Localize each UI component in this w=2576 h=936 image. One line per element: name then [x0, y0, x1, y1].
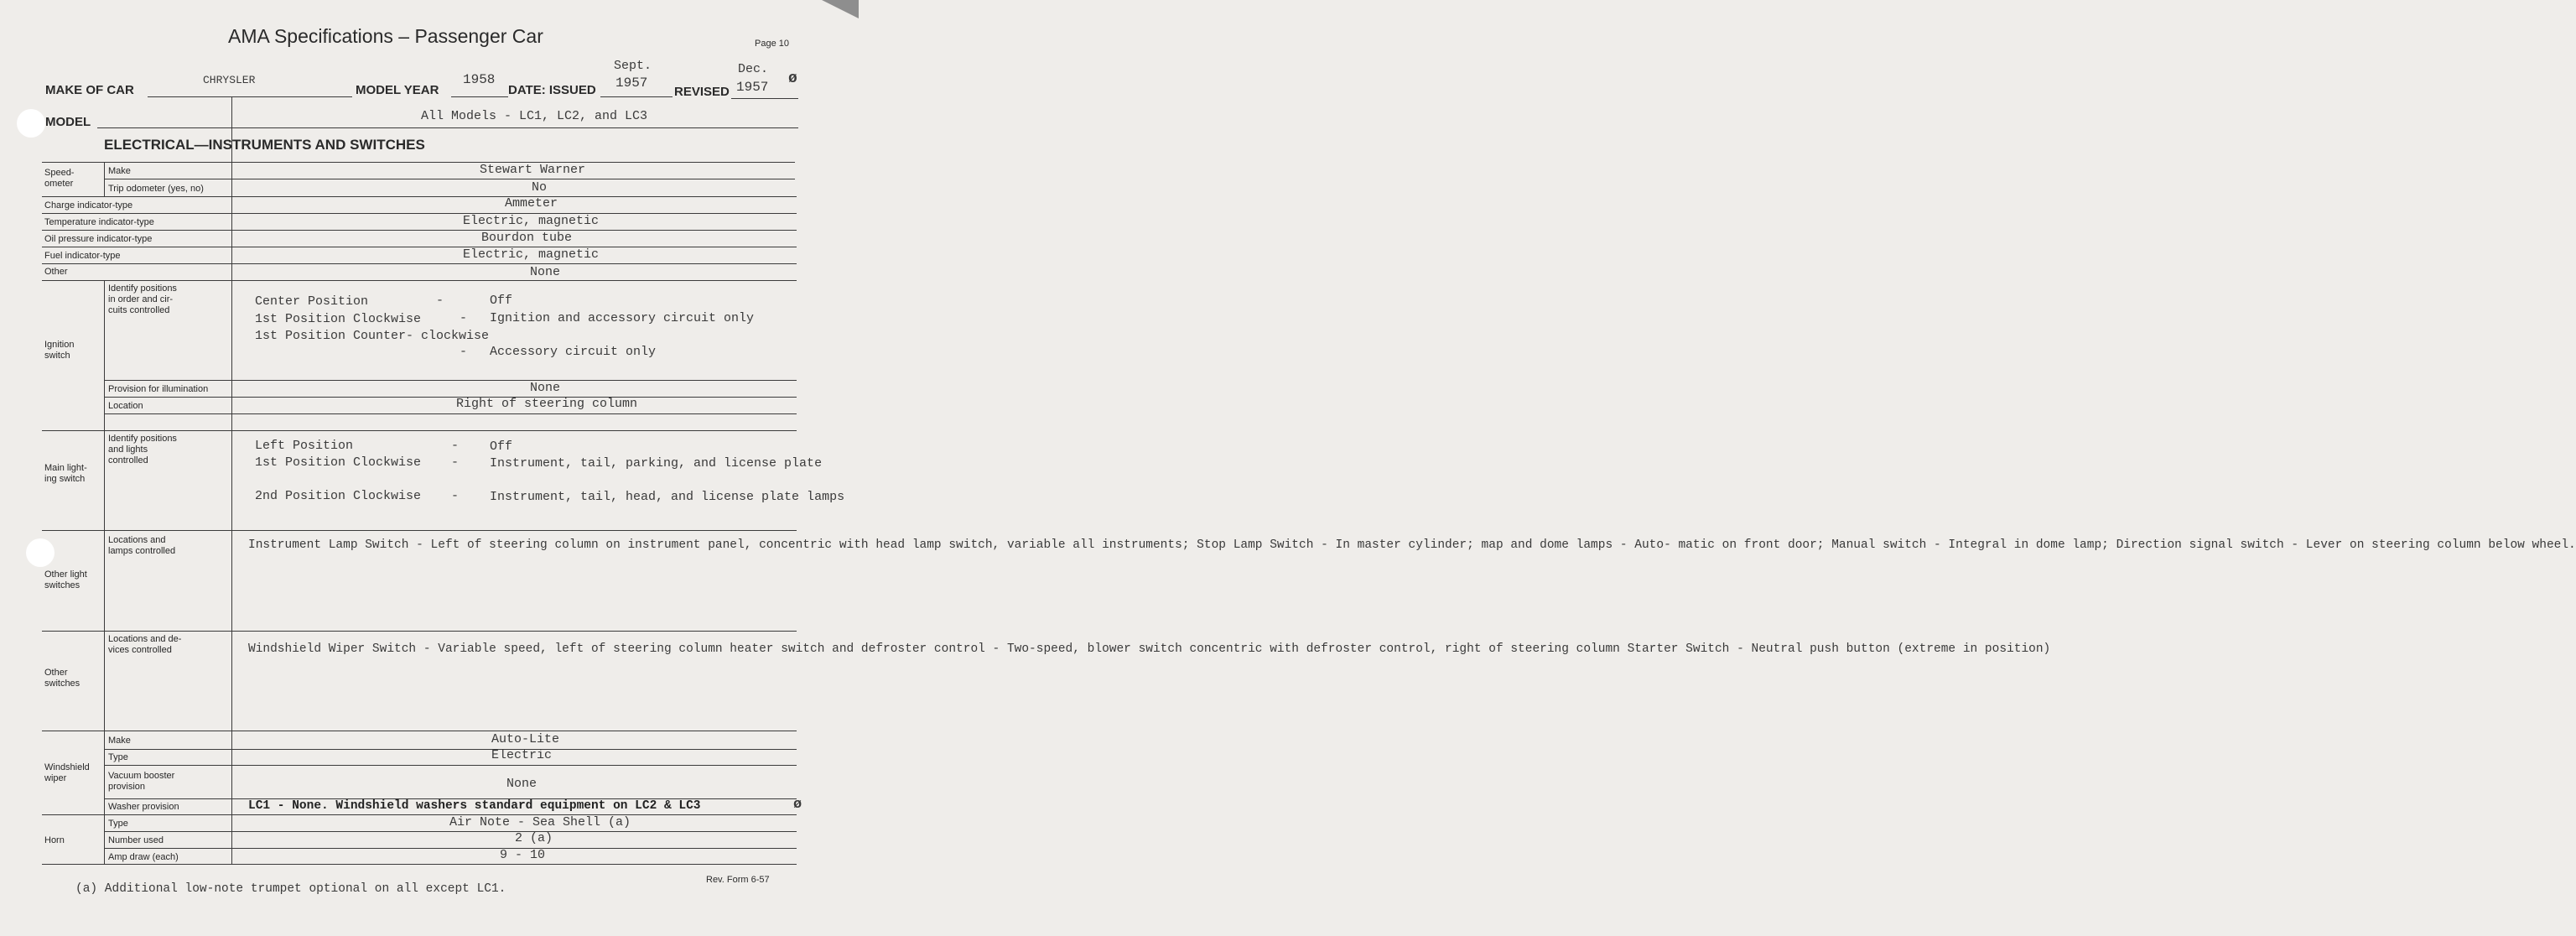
illumination-label: Provision for illumination — [108, 384, 209, 394]
charge-indicator-label: Charge indicator-type — [44, 200, 133, 211]
ignition-circuit-2: Ignition and accessory circuit only — [490, 311, 755, 325]
horn-amp-value: 9 - 10 — [500, 848, 546, 862]
horn-type-value: Air Note - Sea Shell (a) — [449, 815, 631, 829]
lighting-dash-2: - — [451, 455, 460, 470]
washer-provision-value: LC1 - None. Windshield washers standard equipment on LC2 & LC3 — [248, 799, 701, 813]
speedometer-group-label: Speed- ometer — [44, 168, 75, 189]
revised-mark: ø — [788, 70, 797, 87]
horn-number-value: 2 (a) — [515, 831, 553, 845]
trip-odometer-label: Trip odometer (yes, no) — [108, 184, 204, 194]
model-value: All Models - LC1, LC2, and LC3 — [421, 109, 648, 123]
washer-provision-mark: ø — [793, 797, 802, 813]
horn-type-label: Type — [108, 819, 128, 829]
footnote: (a) Additional low-note trumpet optional on all except LC1. — [75, 882, 506, 896]
section-title: ELECTRICAL—INSTRUMENTS AND SWITCHES — [104, 137, 425, 153]
revised-value: 1957 — [736, 80, 769, 95]
page-corner-icon — [822, 0, 859, 20]
ignition-location-label: Location — [108, 401, 143, 411]
model-year-value: 1958 — [463, 72, 496, 87]
washer-provision-label: Washer provision — [108, 802, 179, 812]
other-switches-group-label: Other switches — [44, 668, 80, 689]
horn-number-label: Number used — [108, 835, 164, 845]
main-lighting-identify-label: Identify positions and lights controlled — [108, 434, 177, 465]
lighting-position-2: 1st Position Clockwise — [255, 455, 422, 470]
ignition-location-value: Right of steering column — [456, 397, 638, 411]
charge-indicator-value: Ammeter — [505, 196, 558, 211]
ignition-dash-3: - — [460, 345, 468, 359]
horn-group-label: Horn — [44, 835, 65, 845]
main-lighting-group-label: Main light- ing switch — [44, 463, 87, 484]
wiper-group-label: Windshield wiper — [44, 762, 90, 783]
make-label: MAKE OF CAR — [45, 83, 134, 97]
ignition-identify-label: Identify positions in order and cir- cuits controlled — [108, 283, 177, 315]
ignition-circuit-3: Accessory circuit only — [490, 345, 657, 359]
illumination-value: None — [530, 381, 561, 395]
oil-pressure-indicator-label: Oil pressure indicator-type — [44, 234, 153, 244]
trip-odometer-value: No — [532, 180, 548, 195]
vacuum-booster-label: Vacuum booster provision — [108, 771, 175, 792]
ignition-position-1: Center Position — [255, 294, 369, 309]
other-light-locations-label: Locations and lamps controlled — [108, 535, 176, 556]
other-indicator-label: Other — [44, 267, 68, 277]
other-switches-locations-label: Locations and de- vices controlled — [108, 634, 182, 655]
binder-hole-middle — [26, 538, 55, 567]
document-title: AMA Specifications – Passenger Car — [228, 25, 543, 47]
model-year-label: MODEL YEAR — [356, 83, 439, 97]
lighting-lights-3: Instrument, tail, head, and license plate lamps — [490, 490, 845, 504]
revised-label: REVISED — [674, 85, 730, 99]
form-revision: Rev. Form 6-57 — [706, 875, 770, 885]
lighting-lights-2: Instrument, tail, parking, and license plate — [490, 456, 823, 471]
speedometer-make-label: Make — [108, 166, 131, 176]
speedometer-make-value: Stewart Warner — [480, 163, 586, 177]
ignition-dash-2: - — [460, 311, 468, 325]
revised-month: Dec. — [738, 62, 769, 76]
lighting-lights-1: Off — [490, 439, 513, 454]
ignition-position-3: 1st Position Counter- clockwise — [255, 329, 490, 343]
horn-amp-label: Amp draw (each) — [108, 852, 179, 862]
vacuum-booster-value: None — [506, 777, 538, 791]
fuel-indicator-value: Electric, magnetic — [463, 247, 600, 262]
ignition-dash-1: - — [436, 294, 444, 308]
wiper-type-value: Electric — [491, 748, 553, 762]
ignition-position-2: 1st Position Clockwise — [255, 312, 422, 326]
lighting-position-3: 2nd Position Clockwise — [255, 489, 422, 503]
lighting-position-1: Left Position — [255, 439, 354, 453]
date-issued-month: Sept. — [614, 59, 652, 73]
other-indicator-value: None — [530, 265, 561, 279]
make-value: CHRYSLER — [203, 74, 256, 86]
binder-hole-top — [17, 109, 45, 138]
lighting-dash-1: - — [451, 439, 460, 453]
ignition-circuit-1: Off — [490, 294, 513, 308]
other-light-group-label: Other light switches — [44, 569, 87, 590]
date-issued-label: DATE: ISSUED — [508, 83, 596, 97]
temperature-indicator-value: Electric, magnetic — [463, 214, 600, 228]
date-issued-value: 1957 — [615, 75, 648, 91]
lighting-dash-3: - — [451, 489, 460, 503]
other-light-value: Instrument Lamp Switch - Left of steering column on instrument panel, concentric with head lamp switch, variable all instruments; Stop Lamp Switch - In master cylinder; map and dome lamps - Auto- matic on front door; Manual switch - Integral in dome lamp; Direction signal switch - Lever on steering column below wheel. — [248, 538, 2576, 552]
wiper-type-label: Type — [108, 752, 128, 762]
fuel-indicator-label: Fuel indicator-type — [44, 251, 121, 261]
other-switches-value: Windshield Wiper Switch - Variable speed, left of steering column heater switch and defroster control - Two-speed, blower switch concentric with defroster control, right of steering column Starter Switch - Neutral push button (extreme in position) — [248, 642, 2051, 656]
temperature-indicator-label: Temperature indicator-type — [44, 217, 154, 227]
wiper-make-value: Auto-Lite — [491, 732, 560, 746]
model-label: MODEL — [45, 115, 91, 129]
page-number: Page 10 — [755, 39, 789, 49]
wiper-make-label: Make — [108, 736, 131, 746]
oil-pressure-indicator-value: Bourdon tube — [481, 231, 573, 245]
ignition-group-label: Ignition switch — [44, 340, 75, 361]
